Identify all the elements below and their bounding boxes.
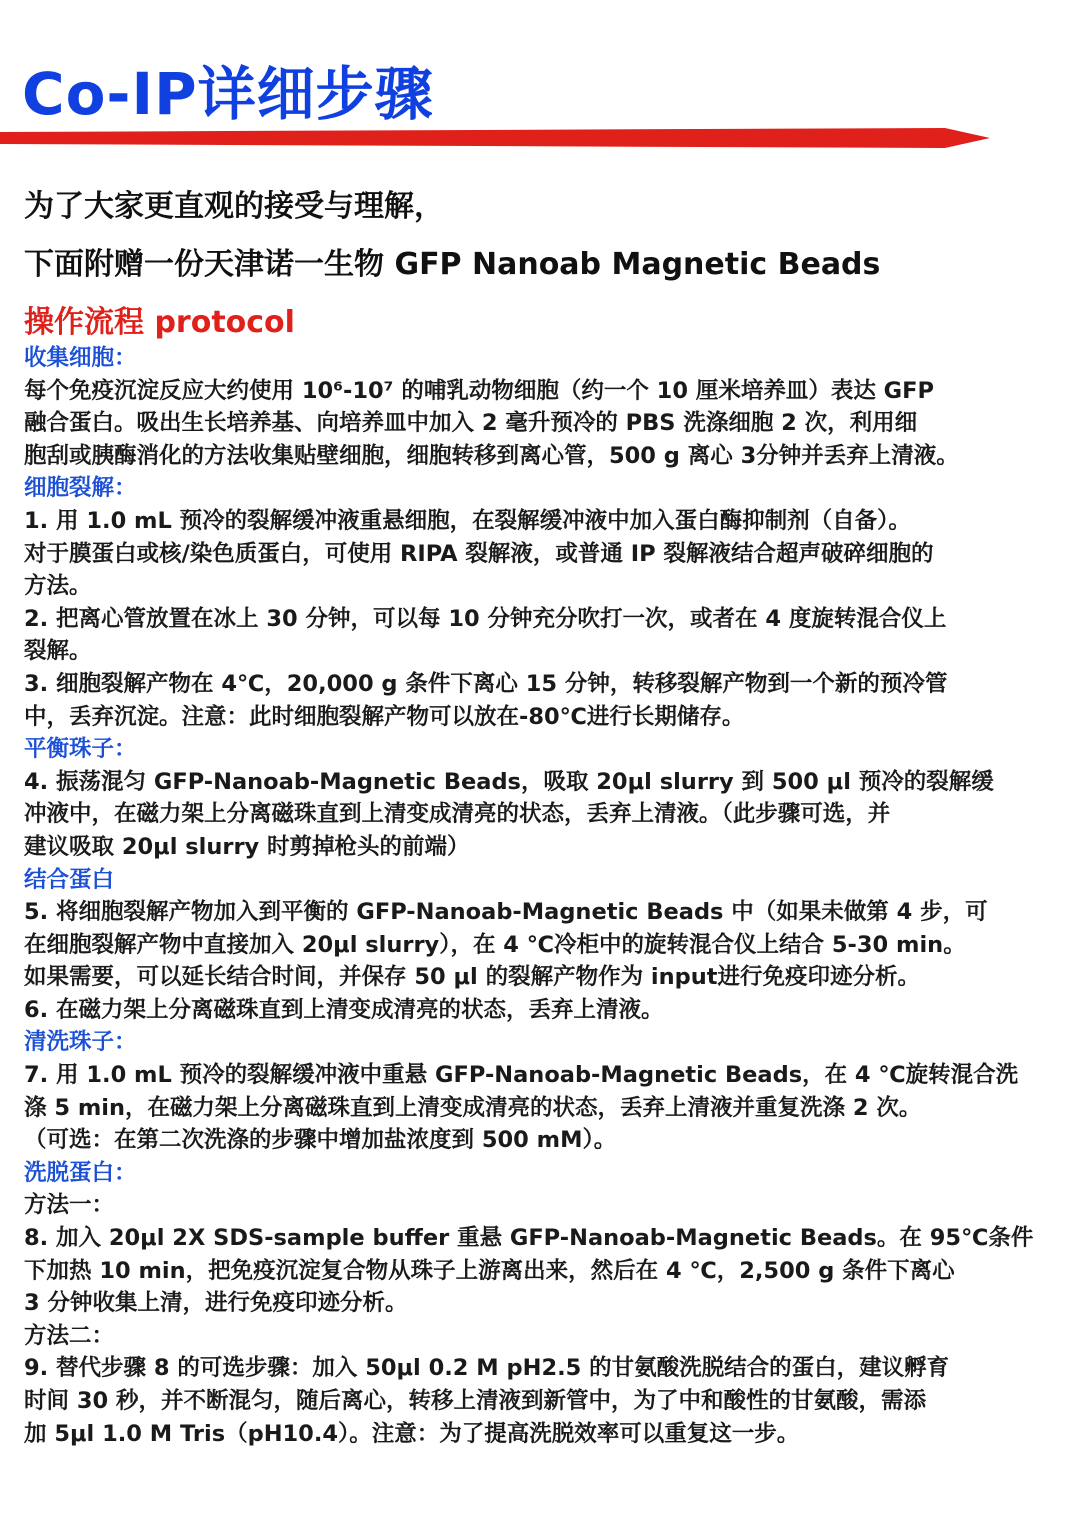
protocol-line: 3 分钟收集上清，进行免疫印迹分析。: [24, 1290, 408, 1317]
protocol-line: 方法二：: [24, 1322, 115, 1349]
protocol-line: 8. 加入 20μl 2X SDS-sample buffer 重悬 GFP-Nanoab-Magnetic Beads。在 95℃条件: [24, 1225, 1034, 1252]
protocol-line: 裂解。: [24, 638, 92, 665]
protocol-line: 4. 振荡混匀 GFP-Nanoab-Magnetic Beads，吸取 20μl slurry 到 500 μl 预冷的裂解缓: [24, 768, 994, 795]
protocol-line: 7. 用 1.0 mL 预冷的裂解缓冲液中重悬 GFP-Nanoab-Magnetic Beads，在 4 ℃旋转混合洗: [24, 1062, 1019, 1089]
protocol-line: 融合蛋白。吸出生长培养基、向培养皿中加入 2 毫升预冷的 PBS 洗涤细胞 2 次，利用细: [24, 410, 918, 437]
page-title: Co-IP详细步骤: [22, 60, 434, 128]
section-heading: 清洗珠子：: [24, 1029, 137, 1056]
protocol-line: 冲液中，在磁力架上分离磁珠直到上清变成清亮的状态，丢弃上清液。（此步骤可选，并: [24, 801, 891, 828]
protocol-line: 2. 把离心管放置在冰上 30 分钟，可以每 10 分钟充分吹打一次，或者在 4 度旋转混合仪上: [24, 605, 947, 632]
intro-block: [24, 178, 880, 352]
intro-line-1: 为了大家更直观的接受与理解，: [24, 189, 444, 224]
protocol-line: 如果需要，可以延长结合时间，并保存 50 μl 的裂解产物作为 input进行免疫印迹分析。: [24, 964, 921, 991]
protocol-line: 9. 替代步骤 8 的可选步骤：加入 50μl 0.2 M pH2.5 的甘氨酸洗脱结合的蛋白，建议孵育: [24, 1355, 950, 1382]
protocol-line: 胞刮或胰酶消化的方法收集贴壁细胞，细胞转移到离心管，500 g 离心 3分钟并丢弃上清液。: [24, 442, 959, 469]
protocol-line: （可选：在第二次洗涤的步骤中增加盐浓度到 500 mM）。: [24, 1127, 617, 1154]
protocol-line: 方法一：: [24, 1192, 115, 1219]
protocol-line: 方法。: [24, 573, 92, 600]
intro-line-3: 操作流程 protocol: [24, 305, 295, 340]
section-heading: 收集细胞：: [24, 345, 137, 371]
protocol-line: 5. 将细胞裂解产物加入到平衡的 GFP-Nanoab-Magnetic Beads 中（如果未做第 4 步，可: [24, 899, 988, 926]
protocol-line: 中，丢弃沉淀。注意：此时细胞裂解产物可以放在-80℃进行长期储存。: [24, 703, 745, 730]
protocol-line: 涤 5 min，在磁力架上分离磁珠直到上清变成清亮的状态，丢弃上清液并重复洗涤 2 次。: [24, 1094, 922, 1121]
section-heading: 细胞裂解：: [24, 475, 137, 502]
section-heading: 结合蛋白: [24, 866, 115, 893]
protocol-line: 6. 在磁力架上分离磁珠直到上清变成清亮的状态，丢弃上清液。: [24, 996, 664, 1023]
protocol-line: 1. 用 1.0 mL 预冷的裂解缓冲液重悬细胞，在裂解缓冲液中加入蛋白酶抑制剂（自备）。: [24, 507, 911, 534]
protocol-line: 建议吸取 20μl slurry 时剪掉枪头的前端）: [24, 833, 470, 860]
intro-line-2: 下面附赠一份天津诺一生物 GFP Nanoab Magnetic Beads: [24, 247, 881, 282]
title-underline-arrow: [0, 124, 990, 154]
protocol-line: 加 5μl 1.0 M Tris（pH10.4）。注意：为了提高洗脱效率可以重复这一步。: [24, 1420, 800, 1447]
protocol-line: 时间 30 秒，并不断混匀，随后离心，转移上清液到新管中，为了中和酸性的甘氨酸，需添: [24, 1388, 926, 1414]
protocol-line: 下加热 10 min，把免疫沉淀复合物从珠子上游离出来，然后在 4 ℃，2,500 g 条件下离心: [24, 1257, 955, 1284]
section-heading: 洗脱蛋白：: [24, 1159, 137, 1186]
protocol-line: 对于膜蛋白或核/染色质蛋白，可使用 RIPA 裂解液，或普通 IP 裂解液结合超声破碎细胞的: [24, 540, 934, 567]
protocol-line: 每个免疫沉淀反应大约使用 10⁶-10⁷ 的哺乳动物细胞（约一个 10 厘米培养皿）表达 GFP: [24, 377, 934, 404]
protocol-line: 在细胞裂解产物中直接加入 20μl slurry），在 4 ℃冷柜中的旋转混合仪上结合 5-30 min。: [24, 931, 966, 958]
section-heading: 平衡珠子：: [24, 736, 137, 763]
protocol-content: [24, 342, 1064, 1450]
protocol-line: 3. 细胞裂解产物在 4℃，20,000 g 条件下离心 15 分钟，转移裂解产物到一个新的预冷管: [24, 670, 948, 697]
